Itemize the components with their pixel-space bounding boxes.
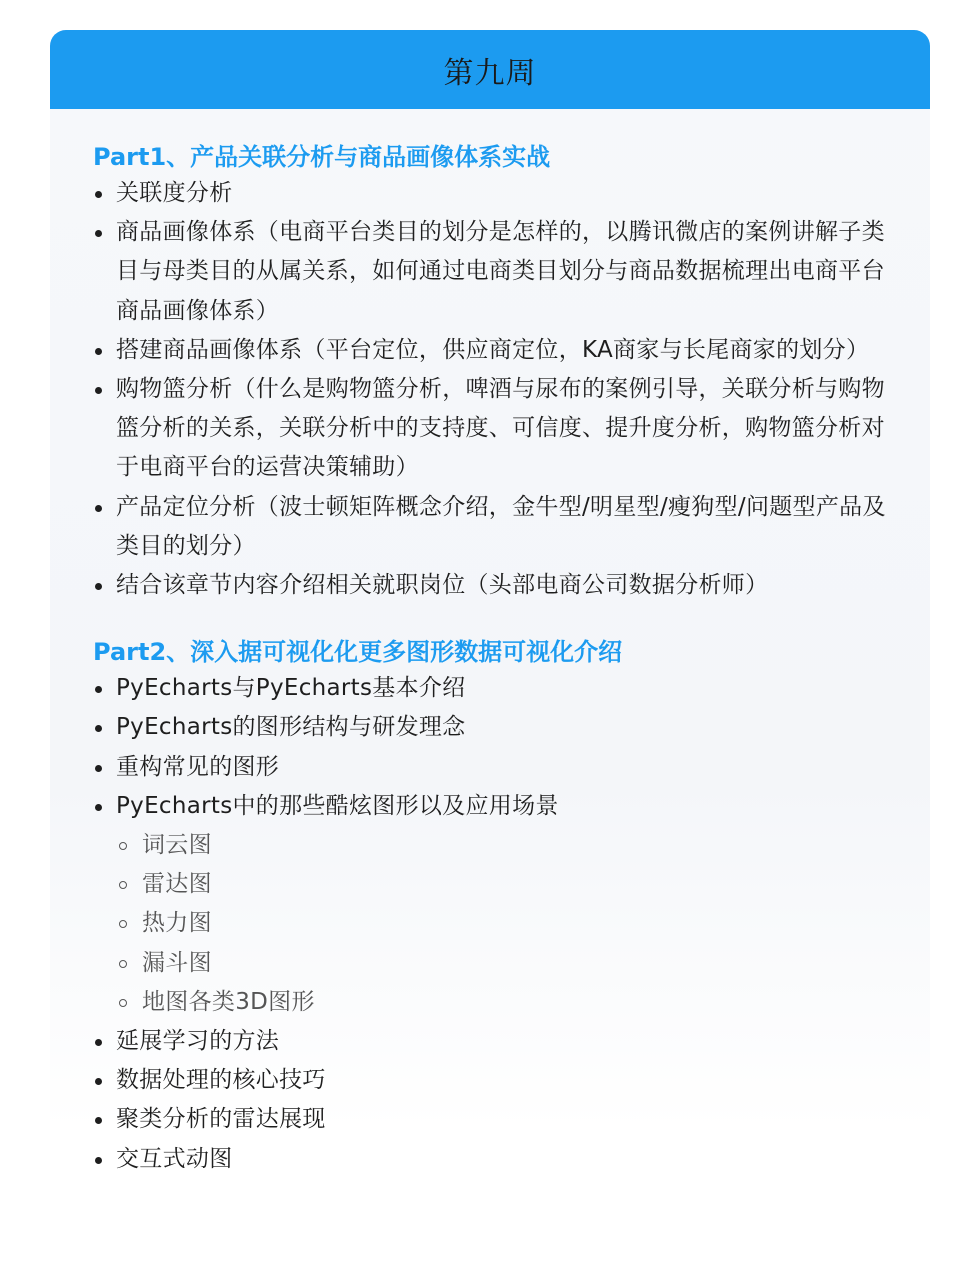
sub-list-item-text: 地图各类3D图形 <box>142 988 315 1015</box>
list-item-text: PyEcharts与PyEcharts基本介绍 <box>116 675 466 702</box>
list-item <box>93 669 890 708</box>
list-item-text: PyEcharts中的那些酷炫图形以及应用场景 <box>116 792 559 819</box>
list-item-text: 结合该章节内容介绍相关就职岗位（头部电商公司数据分析师） <box>116 572 769 599</box>
bullet-icon <box>95 686 102 693</box>
list-item <box>93 1100 890 1139</box>
bullet-icon <box>95 583 102 590</box>
hollow-bullet-icon <box>119 881 127 889</box>
bullet-icon <box>95 348 102 355</box>
list-item-text: PyEcharts的图形结构与研发理念 <box>116 714 466 741</box>
list-item-text: 聚类分析的雷达展现 <box>116 1106 326 1133</box>
list-item-text: 延展学习的方法 <box>116 1028 280 1055</box>
sub-list-item-text: 词云图 <box>142 832 212 859</box>
bullet-icon <box>95 191 102 198</box>
list-item <box>93 488 890 566</box>
hollow-bullet-icon <box>119 960 127 968</box>
bullet-icon <box>95 1078 102 1085</box>
sub-list-item <box>116 904 890 943</box>
hollow-bullet-icon <box>119 842 127 850</box>
list-item-text: 数据处理的核心技巧 <box>116 1067 326 1094</box>
sub-list-item-text: 漏斗图 <box>142 949 212 976</box>
bullet-icon <box>95 725 102 732</box>
sub-list-item-text: 热力图 <box>142 910 212 937</box>
list-item-text: 重构常见的图形 <box>116 753 280 780</box>
list-item <box>93 1022 890 1061</box>
card-header <box>50 30 930 109</box>
list-item-text: 关联度分析 <box>116 180 233 206</box>
list-item <box>93 370 890 488</box>
hollow-bullet-icon <box>119 920 127 928</box>
part1-list <box>93 174 890 605</box>
bullet-icon <box>95 765 102 772</box>
bullet-icon <box>95 1117 102 1124</box>
sub-list-item <box>116 865 890 904</box>
list-item <box>93 566 890 605</box>
bullet-icon <box>95 230 102 237</box>
bullet-icon <box>95 387 102 394</box>
list-item <box>93 213 890 331</box>
sub-list-item <box>116 983 890 1022</box>
list-item <box>93 1140 890 1179</box>
list-item-text: 商品画像体系（电商平台类目的划分是怎样的，以腾讯微店的案例讲解子类目与母类目的从属关系，如何通过电商类目划分与商品数据梳理出电商平台商品画像体系） <box>116 219 885 324</box>
sub-list-item <box>116 944 890 983</box>
bullet-icon <box>95 1039 102 1046</box>
part2-list <box>93 669 890 1179</box>
list-item-text: 交互式动图 <box>116 1145 233 1172</box>
list-item <box>93 1061 890 1100</box>
part2-title: Part2、深入据可视化化更多图形数据可视化介绍 <box>93 638 623 667</box>
list-item <box>93 748 890 787</box>
bullet-icon <box>95 1157 102 1164</box>
hollow-bullet-icon <box>119 999 127 1007</box>
list-item <box>93 787 890 1022</box>
card-content <box>50 109 930 1179</box>
sub-list <box>116 826 890 1022</box>
list-item <box>93 331 890 370</box>
week-title: 第九周 <box>443 55 537 91</box>
bullet-icon <box>95 505 102 512</box>
list-item <box>93 708 890 747</box>
sub-list-item-text: 雷达图 <box>142 871 212 898</box>
part1-title: Part1、产品关联分析与商品画像体系实战 <box>93 143 551 171</box>
course-card <box>50 30 930 1280</box>
list-item-text: 产品定位分析（波士顿矩阵概念介绍，金牛型/明星型/瘦狗型/问题型产品及类目的划分） <box>116 493 886 559</box>
list-item-text: 搭建商品画像体系（平台定位，供应商定位，KA商家与长尾商家的划分） <box>116 336 870 363</box>
bullet-icon <box>95 804 102 811</box>
list-item <box>93 174 890 213</box>
sub-list-item <box>116 826 890 865</box>
list-item-text: 购物篮分析（什么是购物篮分析，啤酒与尿布的案例引导，关联分析与购物篮分析的关系，关联分析中的支持度、可信度、提升度分析，购物篮分析对于电商平台的运营决策辅助） <box>116 376 885 481</box>
